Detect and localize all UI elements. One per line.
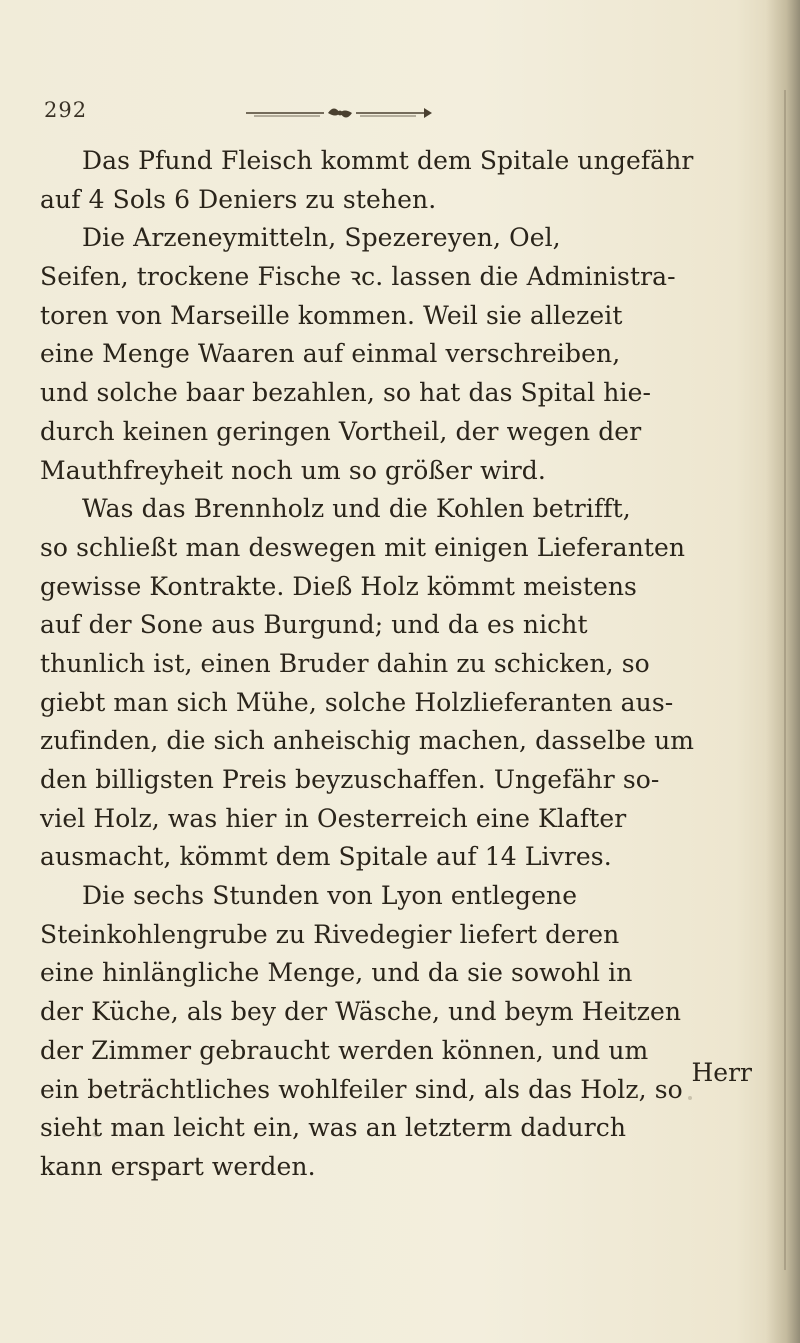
text-line: ausmacht, kömmt dem Spitale auf 14 Livres. bbox=[40, 842, 612, 872]
text-line: viel Holz, was hier in Oesterreich eine Klafter bbox=[40, 803, 627, 833]
ornament-rule-icon bbox=[244, 102, 434, 124]
text-line: der Zimmer gebraucht werden können, und um bbox=[40, 1035, 649, 1065]
text-line: eine hinlängliche Menge, und da sie sowohl in bbox=[40, 958, 633, 988]
text-line: auf der Sone aus Burgund; und da es nicht bbox=[40, 610, 588, 640]
text-line: eine Menge Waaren auf einmal verschreiben, bbox=[40, 339, 621, 369]
text-line: Die Arzeneymitteln, Spezereyen, Oel, bbox=[82, 223, 561, 253]
text-line: ein beträchtliches wohlfeiler sind, als das Holz, so bbox=[40, 1074, 683, 1104]
text-line: so schließt man deswegen mit einigen Lieferanten bbox=[40, 532, 686, 562]
paper-fleck bbox=[92, 1132, 99, 1137]
page-header bbox=[44, 98, 744, 132]
body-text bbox=[40, 142, 752, 1187]
text-line: gewisse Kontrakte. Dieß Holz kömmt meistens bbox=[40, 571, 637, 601]
page-number: 292 bbox=[44, 98, 88, 122]
text-line: Steinkohlengrube zu Rivedegier liefert deren bbox=[40, 919, 620, 949]
catchword: Herr bbox=[691, 1058, 752, 1087]
text-line: Seifen, trockene Fische ꝛc. lassen die Administra- bbox=[40, 262, 676, 292]
text-line: auf 4 Sols 6 Deniers zu stehen. bbox=[40, 184, 437, 214]
text-line: der Küche, als bey der Wäsche, und beym Heitzen bbox=[40, 997, 682, 1027]
text-line: den billigsten Preis beyzuschaffen. Ungefähr so- bbox=[40, 765, 660, 794]
text-line: giebt man sich Mühe, solche Holzlieferanten aus- bbox=[40, 687, 674, 717]
text-line: Was das Brennholz und die Kohlen betrifft, bbox=[82, 494, 631, 524]
text-line: thunlich ist, einen Bruder dahin zu schicken, so bbox=[40, 648, 650, 678]
text-line: durch keinen geringen Vortheil, der wegen der bbox=[40, 416, 642, 446]
text-line: Das Pfund Fleisch kommt dem Spitale ungefähr bbox=[82, 146, 694, 175]
page-fold-line bbox=[784, 90, 786, 1270]
text-line: toren von Marseille kommen. Weil sie allezeit bbox=[40, 300, 623, 330]
text-line: Die sechs Stunden von Lyon entlegene bbox=[82, 881, 578, 911]
text-line: kann erspart werden. bbox=[40, 1151, 316, 1181]
text-line: Mauthfreyheit noch um so größer wird. bbox=[40, 455, 546, 485]
text-line: zufinden, die sich anheischig machen, dasselbe um bbox=[40, 726, 695, 756]
text-line: sieht man leicht ein, was an letzterm dadurch bbox=[40, 1113, 627, 1143]
text-line: und solche baar bezahlen, so hat das Spital hie- bbox=[40, 378, 652, 408]
page-edge-shadow bbox=[766, 0, 800, 1343]
catchword-row bbox=[40, 1054, 752, 1094]
paper-fleck bbox=[688, 1096, 692, 1100]
